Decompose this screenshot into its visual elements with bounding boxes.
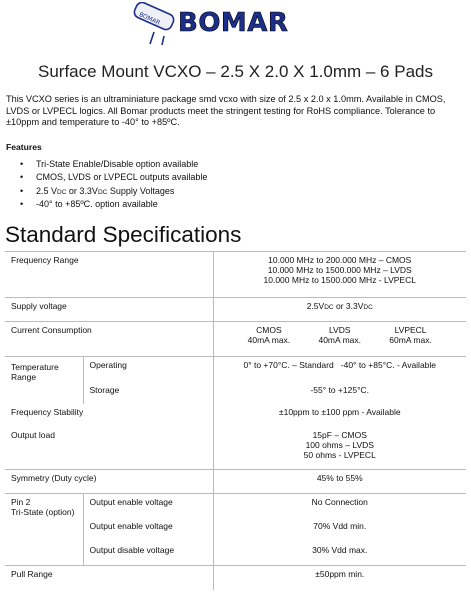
spec-value: 0° to +70°C. – Standard -40° to +85°C. - Available xyxy=(213,357,466,382)
spec-sublabel: Storage xyxy=(89,384,120,395)
spec-value: 10.000 MHz to 200.000 MHz – CMOS 10.000 MHz to 1500.000 MHz – LVDS 10.000 MHz to 1500.000 MHz - LVPECL xyxy=(213,252,466,298)
spec-label: Pull Range xyxy=(5,566,213,590)
features-heading: Features xyxy=(6,142,42,152)
spec-label: Frequency Range xyxy=(5,252,213,298)
spec-value: CMOS 40mA max. LVDS 40mA max. LVPECL 60mA max. xyxy=(213,322,466,357)
spec-row-pull-range xyxy=(5,566,466,590)
spec-label: Pin 2 Tri-State (option) xyxy=(5,494,83,566)
spec-sublabel: Output enable voltage xyxy=(83,494,213,518)
feature-item: • -40° to +85ºC. option available xyxy=(20,198,207,211)
logo-wordmark: BOMAR xyxy=(178,8,289,38)
spec-row-frequency-range xyxy=(5,252,466,298)
spec-label: Output load xyxy=(11,429,55,440)
feature-item: • CMOS, LVDS or LVPECL outputs available xyxy=(20,171,207,184)
spec-value: 45% to 55% xyxy=(213,470,466,494)
bomar-logo xyxy=(130,2,310,46)
spec-sublabel: Output disable voltage xyxy=(89,544,175,555)
spec-row-frequency-stability xyxy=(5,404,466,427)
intro-paragraph: This VCXO series is an ultraminiature package smd vcxo with size of 2.5 x 2.0 x 1.0mm. Available in CMOS, LVDS or LVPECL logics. All Bomar products meet the stringent testing for RoHS compliance. Tolerance to ±10ppm and temperature to -40° to +85ºC. xyxy=(6,94,446,127)
spec-row-symmetry xyxy=(5,470,466,494)
spec-label: Temperature Range xyxy=(5,357,83,404)
spec-label: Current Consumption xyxy=(5,322,213,357)
section-title: Standard Specifications xyxy=(5,222,242,247)
spec-row-temperature-operating xyxy=(5,357,466,382)
spec-label: Supply voltage xyxy=(5,298,213,322)
spec-label: Frequency Stability xyxy=(11,406,84,417)
spec-row-pin2-1 xyxy=(5,494,466,518)
spec-row-supply-voltage xyxy=(5,298,466,322)
spec-value: ±10ppm to ±100 ppm - Available xyxy=(213,404,466,427)
spec-label: Symmetry (Duty cycle) xyxy=(5,470,213,494)
spec-row-output-load xyxy=(5,427,466,470)
spec-sublabel: Output enable voltage xyxy=(89,520,173,531)
spec-value: -55° to +125°C. xyxy=(213,382,466,404)
spec-value: 30% Vdd max. xyxy=(213,542,466,566)
document-title: Surface Mount VCXO – 2.5 X 2.0 X 1.0mm – 6 Pads xyxy=(38,62,433,81)
logo-badge-text: BOMAR xyxy=(137,11,162,27)
spec-value: No Connection xyxy=(213,494,466,518)
feature-item: • 2.5 VDC or 3.3VDC Supply Voltages xyxy=(20,185,207,198)
features-list xyxy=(20,158,207,212)
spec-row-current-consumption xyxy=(5,322,466,357)
spec-value: 15pF – CMOS 100 ohms – LVDS 50 ohms - LVPECL xyxy=(213,427,466,470)
feature-item: • Tri-State Enable/Disable option available xyxy=(20,158,207,171)
spec-value: ±50ppm min. xyxy=(213,566,466,590)
spec-value: 70% Vdd min. xyxy=(213,518,466,542)
spec-sublabel: Operating xyxy=(83,357,213,382)
spec-value: 2.5VDC or 3.3VDC xyxy=(213,298,466,322)
spec-table xyxy=(5,251,466,590)
